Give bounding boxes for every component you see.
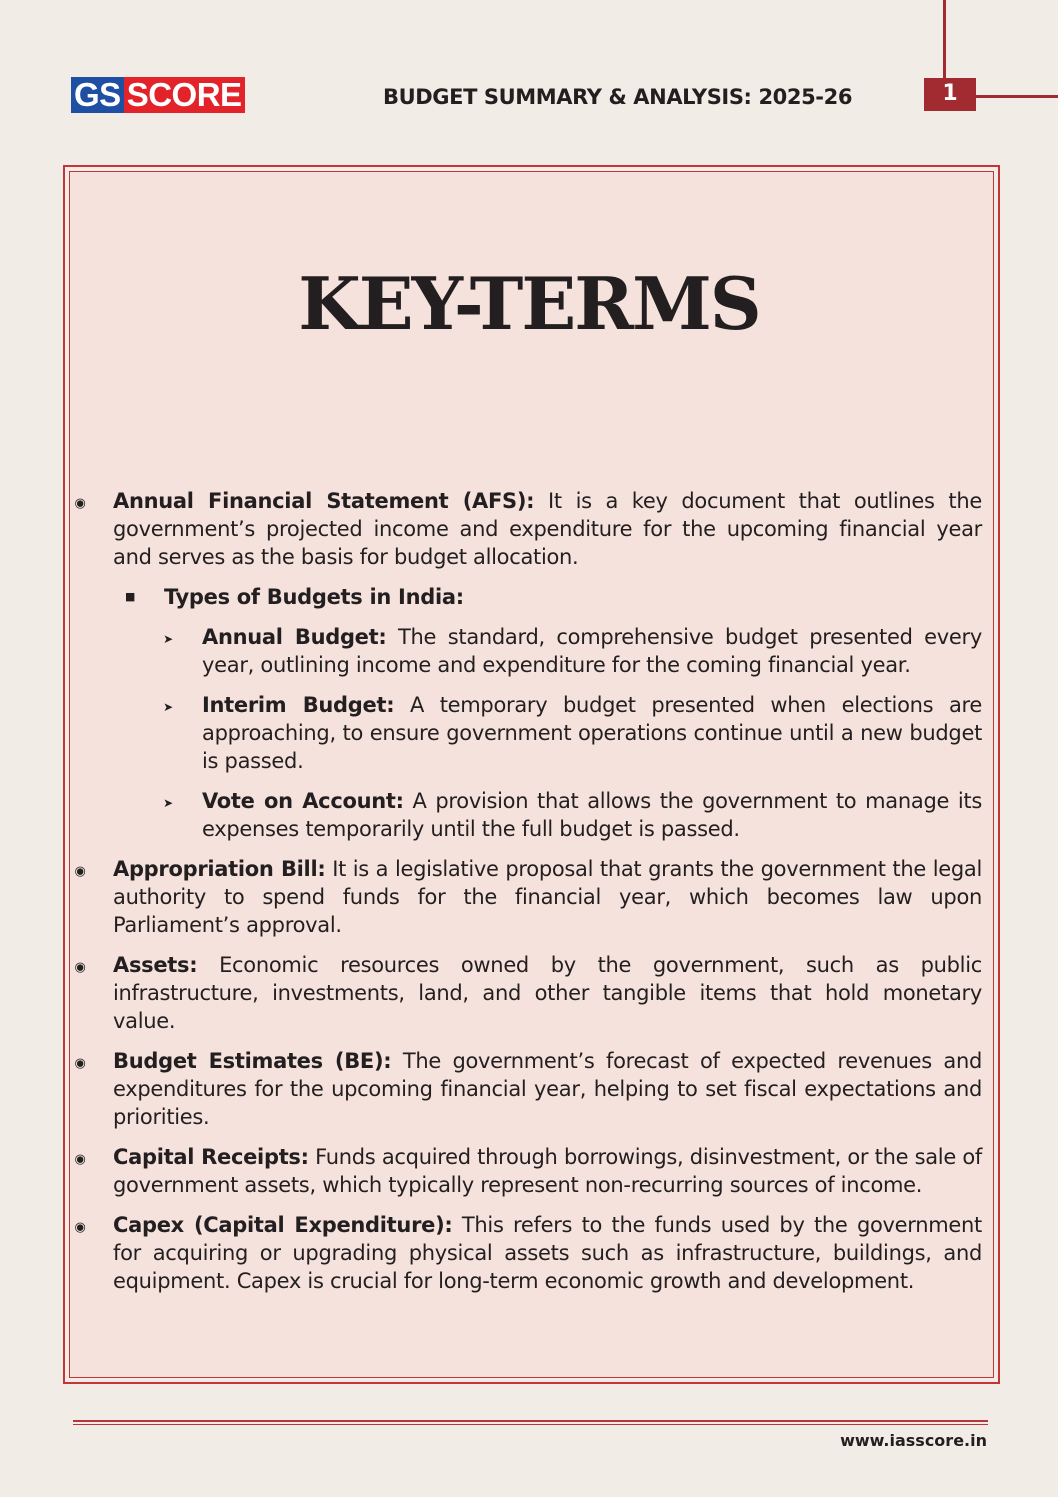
document-title: BUDGET SUMMARY & ANALYSIS: 2025-26 xyxy=(383,85,853,109)
key-terms-list xyxy=(70,487,982,1307)
arrowhead-icon: ➤ xyxy=(163,796,173,810)
term-name: Annual Budget: xyxy=(202,625,387,649)
arrowhead-icon: ➤ xyxy=(163,632,173,646)
term-definition: Economic resources owned by the government, such as public infrastructure, investments, land, and other tangible items that hold monetary value. xyxy=(113,953,982,1033)
footer-divider xyxy=(73,1420,988,1422)
term-name: Budget Estimates (BE): xyxy=(113,1049,392,1073)
list-item xyxy=(70,951,982,1035)
square-icon: ■ xyxy=(124,590,136,603)
list-item xyxy=(70,691,982,775)
term-name: Assets: xyxy=(113,953,198,977)
arrowhead-icon: ➤ xyxy=(163,700,173,714)
term-definition: It is a legislative proposal that grants the government the legal authority to spend funds for the financial year, which becomes law upon Parliament’s approval. xyxy=(113,857,982,937)
list-item xyxy=(70,487,982,571)
list-item xyxy=(70,1143,982,1199)
footer-divider-thin xyxy=(73,1424,988,1425)
circle-dot-icon: ◉ xyxy=(74,496,86,511)
corner-decoration-horizontal xyxy=(975,95,1058,98)
logo-score: SCORE xyxy=(124,77,245,113)
page-title: KEY-TERMS xyxy=(298,261,760,346)
list-item xyxy=(70,787,982,843)
list-item xyxy=(70,1047,982,1131)
list-item xyxy=(70,855,982,939)
budget-types-heading: Types of Budgets in India: xyxy=(164,585,464,609)
term-name: Interim Budget: xyxy=(202,693,395,717)
term-name: Capex (Capital Expenditure): xyxy=(113,1213,453,1237)
term-definition: A temporary budget presented when elections are approaching, to ensure government operations continue until a new budget is passed. xyxy=(202,693,982,773)
logo-gs: GS xyxy=(71,77,124,113)
page-number: 1 xyxy=(924,78,976,111)
gsscore-logo xyxy=(71,77,245,113)
list-item xyxy=(70,623,982,679)
list-item xyxy=(70,1211,982,1295)
term-name: Capital Receipts: xyxy=(113,1145,309,1169)
term-definition: The government’s forecast of expected revenues and expenditures for the upcoming financial year, helping to set fiscal expectations and priorities. xyxy=(113,1049,982,1129)
circle-dot-icon: ◉ xyxy=(74,960,86,975)
term-name: Vote on Account: xyxy=(202,789,404,813)
corner-decoration-vertical xyxy=(943,0,946,80)
circle-dot-icon: ◉ xyxy=(74,1056,86,1071)
circle-dot-icon: ◉ xyxy=(74,864,86,879)
circle-dot-icon: ◉ xyxy=(74,1220,86,1235)
budget-types-heading-item xyxy=(70,583,982,611)
circle-dot-icon: ◉ xyxy=(74,1152,86,1167)
term-definition: The standard, comprehensive budget presented every year, outlining income and expenditure for the coming financial year. xyxy=(202,625,982,677)
term-definition: This refers to the funds used by the government for acquiring or upgrading physical assets such as infrastructure, buildings, and equipment. Capex is crucial for long-term economic growth and development. xyxy=(113,1213,982,1293)
term-name: Annual Financial Statement (AFS): xyxy=(113,489,535,513)
term-definition: It is a key document that outlines the government’s projected income and expenditure for the upcoming financial year and serves as the basis for budget allocation. xyxy=(113,489,982,569)
footer-website-link[interactable]: www.iasscore.in xyxy=(840,1431,987,1450)
term-definition: Funds acquired through borrowings, disinvestment, or the sale of government assets, which typically represent non-recurring sources of income. xyxy=(113,1145,983,1197)
term-name: Appropriation Bill: xyxy=(113,857,326,881)
term-definition: A provision that allows the government to manage its expenses temporarily until the full budget is passed. xyxy=(202,789,982,841)
